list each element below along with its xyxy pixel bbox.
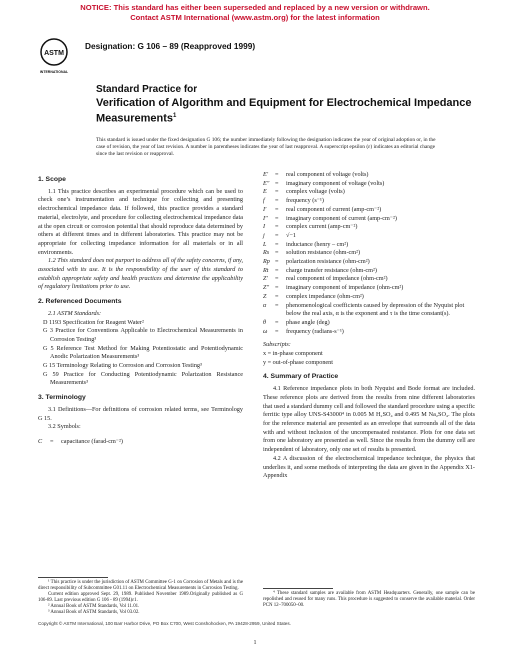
symbol: E (263, 188, 267, 196)
summary-p1: 4.1 Reference impedance plots in both Nyquist and Bode format are included. These reference plots are derived from the results from nine different laboratories that used a standard dummy cell and followed the standard procedure using a specific ferritic type alloy UNS-S43000⁴ in 0.005 M H₂SO₄ and 0.495 M Na₂SO₄. The plots for the reference material are presented as an envelope that surrounds all of the data with and without inclusion of the uncompensated resistance. Plots for one data set from one laboratory are presented as well. Since the results from the dummy cell are independent of laboratory, only one set of results is presented. (263, 385, 475, 454)
symbol-definition: polarization resistance (ohm-cm²) (286, 258, 370, 266)
subscript-y: y = out-of-phase component (263, 358, 333, 366)
symbol-definition: real component of current (amp-cm⁻²) (286, 205, 382, 213)
terminology-p2: 3.2 Symbols: (48, 423, 81, 431)
summary-p2: 4.2 A discussion of the electrochemical impedance technique, the physics that underlies it, and some methods of interpreting the data are given in the Appendix X1-Appendix (263, 454, 475, 480)
subscript-x: x = in-phase component (263, 350, 323, 358)
footnote: Current edition approved Sept. 29, 1989. Published November 1989.Originally published as G 106-89. Last previous edition G 106 - 89 (1994)ε1. (38, 592, 243, 603)
symbol-row-c: C = capacitance (farad-cm⁻²) (38, 438, 243, 447)
doc-type: Standard Practice for (96, 84, 198, 95)
symbol-row: Z′ = real component of impedance (ohm-cm²) (263, 275, 475, 284)
copyright-footer: Copyright © ASTM International, 100 Barr Harbor Drive, PO Box C700, West Conshohocken, PA 19428-2959, United States. (38, 621, 291, 626)
symbol-definition: frequency (radians-s⁻¹) (286, 327, 344, 335)
symbol-definition: inductance (henry – cm²) (286, 240, 349, 248)
symbol-row: E″ = imaginary component of voltage (volts) (263, 180, 475, 189)
symbol: Z (263, 292, 267, 300)
symbol: Z′ (263, 275, 268, 283)
ref-item: G 15 Terminology Relating to Corrosion and Corrosion Testing³ (43, 362, 202, 370)
scope-p2: 1.2 This standard does not purport to address all of the safety concerns, if any, associated with its use. It is the responsibility of the user of this standard to establish appropriate safety and health practices and determine the applicability of regulatory limitations prior to use. (38, 257, 243, 291)
ref-item: G 5 Reference Test Method for Making Potentiostatic and Potentiodynamic Anodic Polarization Measurements³ (43, 344, 243, 361)
symbol-row: Z = complex impedance (ohm-cm²) (263, 293, 475, 302)
referenced-heading: 2. Referenced Documents (38, 298, 122, 306)
symbol-definition: complex current (amp-cm⁻²) (286, 223, 358, 231)
page-number: 1 (253, 640, 257, 646)
symbol-row: ω = frequency (radians-s⁻¹) (263, 328, 475, 337)
page-title (96, 97, 476, 126)
symbol: C (38, 437, 43, 445)
footnote: ³ Annual Book of ASTM Standards, Vol 03.02. (48, 610, 140, 615)
symbol: θ (263, 318, 267, 326)
symbol-definition: √−1 (286, 231, 296, 239)
symbol-definition: charge transfer resistance (ohm-cm²) (286, 266, 377, 274)
symbol-definition: real component of impedance (ohm-cm²) (286, 275, 388, 283)
symbol-row: I″ = imaginary component of current (amp-cm⁻²) (263, 215, 475, 224)
summary-heading: 4. Summary of Practice (263, 373, 339, 381)
symbol-definition: imaginary component of impedance (ohm-cm²) (286, 284, 404, 292)
symbol-row: Rp = polarization resistance (ohm-cm²) (263, 258, 475, 267)
symbol: α (263, 301, 267, 309)
footnote: ⁴ These standard samples are available from ASTM Headquarters. Generally, one sample can be repolished and reused for many runs. This procedure is suggested to conserve the available material. Order PCN 12–700050–00. (263, 591, 475, 608)
supersede-notice (0, 3, 510, 22)
symbol: Z″ (263, 284, 270, 292)
footnote-right (263, 591, 475, 609)
symbol: L (263, 240, 267, 248)
symbol-definition: real component of voltage (volts) (286, 171, 369, 178)
referenced-intro: 2.1 ASTM Standards: (48, 309, 102, 317)
left-column (38, 176, 243, 447)
symbol-row: j = √−1 (263, 232, 475, 241)
symbol-row: E′ = real component of voltage (volts) (263, 171, 475, 180)
scope-p1: 1.1 This practice describes an experimental procedure which can be used to check one’s instrumentation and technique for collecting and presenting electrochemical impedance data. If followed, this practice provides a standard material, electrolyte, and procedure for collecting electrochemical impedance data at the open circuit or corrosion potential that should reproduce data determined by others at different times and in different laboratories. This practice may not be appropriate for collecting impedance information for all materials or in all environments. (38, 187, 243, 256)
symbol: Rp (263, 258, 270, 266)
symbol-definition: solution resistance (ohm-cm²) (286, 249, 361, 257)
right-column (263, 171, 475, 481)
symbol: j (263, 231, 265, 239)
logo-subtext: INTERNATIONAL (39, 70, 69, 74)
scope-heading: 1. Scope (38, 176, 66, 183)
symbol-definition: complex impedance (ohm-cm²) (286, 292, 364, 300)
ref-item: D 1193 Specification for Reagent Water² (43, 318, 144, 326)
symbol: I′ (263, 205, 267, 213)
symbol: ω (263, 327, 268, 335)
symbol-row: θ = phase angle (deg) (263, 319, 475, 328)
symbol: Rt (263, 266, 269, 274)
symbol-definition: complex voltage (volts) (286, 188, 345, 196)
notice-line-2: Contact ASTM International (www.astm.org) for the latest information (130, 12, 380, 22)
symbol-row: E = complex voltage (volts) (263, 188, 475, 197)
title-block (96, 84, 476, 126)
title-footnote-mark: 1 (173, 113, 177, 119)
symbol-row: Z″ = imaginary component of impedance (ohm-cm²) (263, 284, 475, 293)
footnote: ¹ This practice is under the jurisdiction of ASTM Committee G-1 on Corrosion of Metals and is the direct responsibility of Subcommittee G01.11 on Electrochemical Measurements in Corrosion Testing. (38, 580, 243, 591)
logo-text: ASTM (44, 50, 64, 57)
symbol-definition: imaginary component of current (amp-cm⁻²) (286, 214, 397, 222)
symbol-definition: imaginary component of voltage (volts) (286, 179, 385, 187)
symbol-row: Rt = charge transfer resistance (ohm-cm²) (263, 267, 475, 276)
astm-logo (38, 37, 70, 77)
symbol-row: I = complex current (amp-cm⁻²) (263, 223, 475, 232)
symbol: E′ (263, 171, 269, 178)
footnotes-left (38, 580, 243, 616)
designation: Designation: G 106 – 89 (Reapproved 1999) (85, 41, 256, 51)
symbol-list (263, 171, 475, 336)
footnote: ² Annual Book of ASTM Standards, Vol 11.01. (48, 604, 140, 609)
symbol-definition: frequency (s⁻¹) (286, 197, 324, 205)
symbol: E″ (263, 179, 270, 187)
terminology-p1: 3.1 Definitions—For definitions of corrosion related terms, see Terminology G 15. (38, 405, 243, 422)
symbol-row: L = inductance (henry – cm²) (263, 241, 475, 250)
ref-item: G 3 Practice for Conventions Applicable to Electrochemical Measurements in Corrosion Testing³ (43, 327, 243, 343)
symbol-row: I′ = real component of current (amp-cm⁻²) (263, 206, 475, 215)
ref-item: G 59 Practice for Conducting Potentiodynamic Polarization Resistance Measurements³ (43, 370, 243, 387)
symbol: I″ (263, 214, 268, 222)
symbol-definition: phenomenological coefficients caused by depression of the Nyquist plot below the real axis, α is the exponent and τ is the time constant(s). (286, 301, 465, 318)
symbol-row: α = phenomenological coefficients caused by depression of the Nyquist plot below the real axis, α is the exponent and τ is the time constant(s). (263, 302, 475, 319)
title-text: Verification of Algorithm and Equipment for Electrochemical Impedance Measurements (96, 97, 472, 125)
subscripts-heading: Subscripts: (263, 341, 291, 349)
symbol-definition: phase angle (deg) (286, 318, 330, 326)
terminology-heading: 3. Terminology (38, 394, 86, 402)
footnote-divider-left (38, 577, 108, 578)
footnote-divider-right (263, 588, 333, 589)
symbol: f (263, 197, 265, 205)
symbol-row: f = frequency (s⁻¹) (263, 197, 475, 206)
symbol: I (263, 223, 266, 231)
symbol-row: Rs = solution resistance (ohm-cm²) (263, 249, 475, 258)
symbol-definition: capacitance (farad-cm⁻²) (61, 437, 123, 445)
notice-line-1: NOTICE: This standard has either been superseded and replaced by a new version or withdrawn. (80, 3, 430, 12)
intro-paragraph: This standard is issued under the fixed designation G 106; the number immediately following the designation indicates the year of original adoption or, in the case of revision, the year of last revision. A number in parentheses indicates the year of last reapproval. A superscript epsilon (ε) indicates an editorial change since the last revision or reapproval. (96, 137, 436, 157)
symbol: Rs (263, 249, 270, 257)
